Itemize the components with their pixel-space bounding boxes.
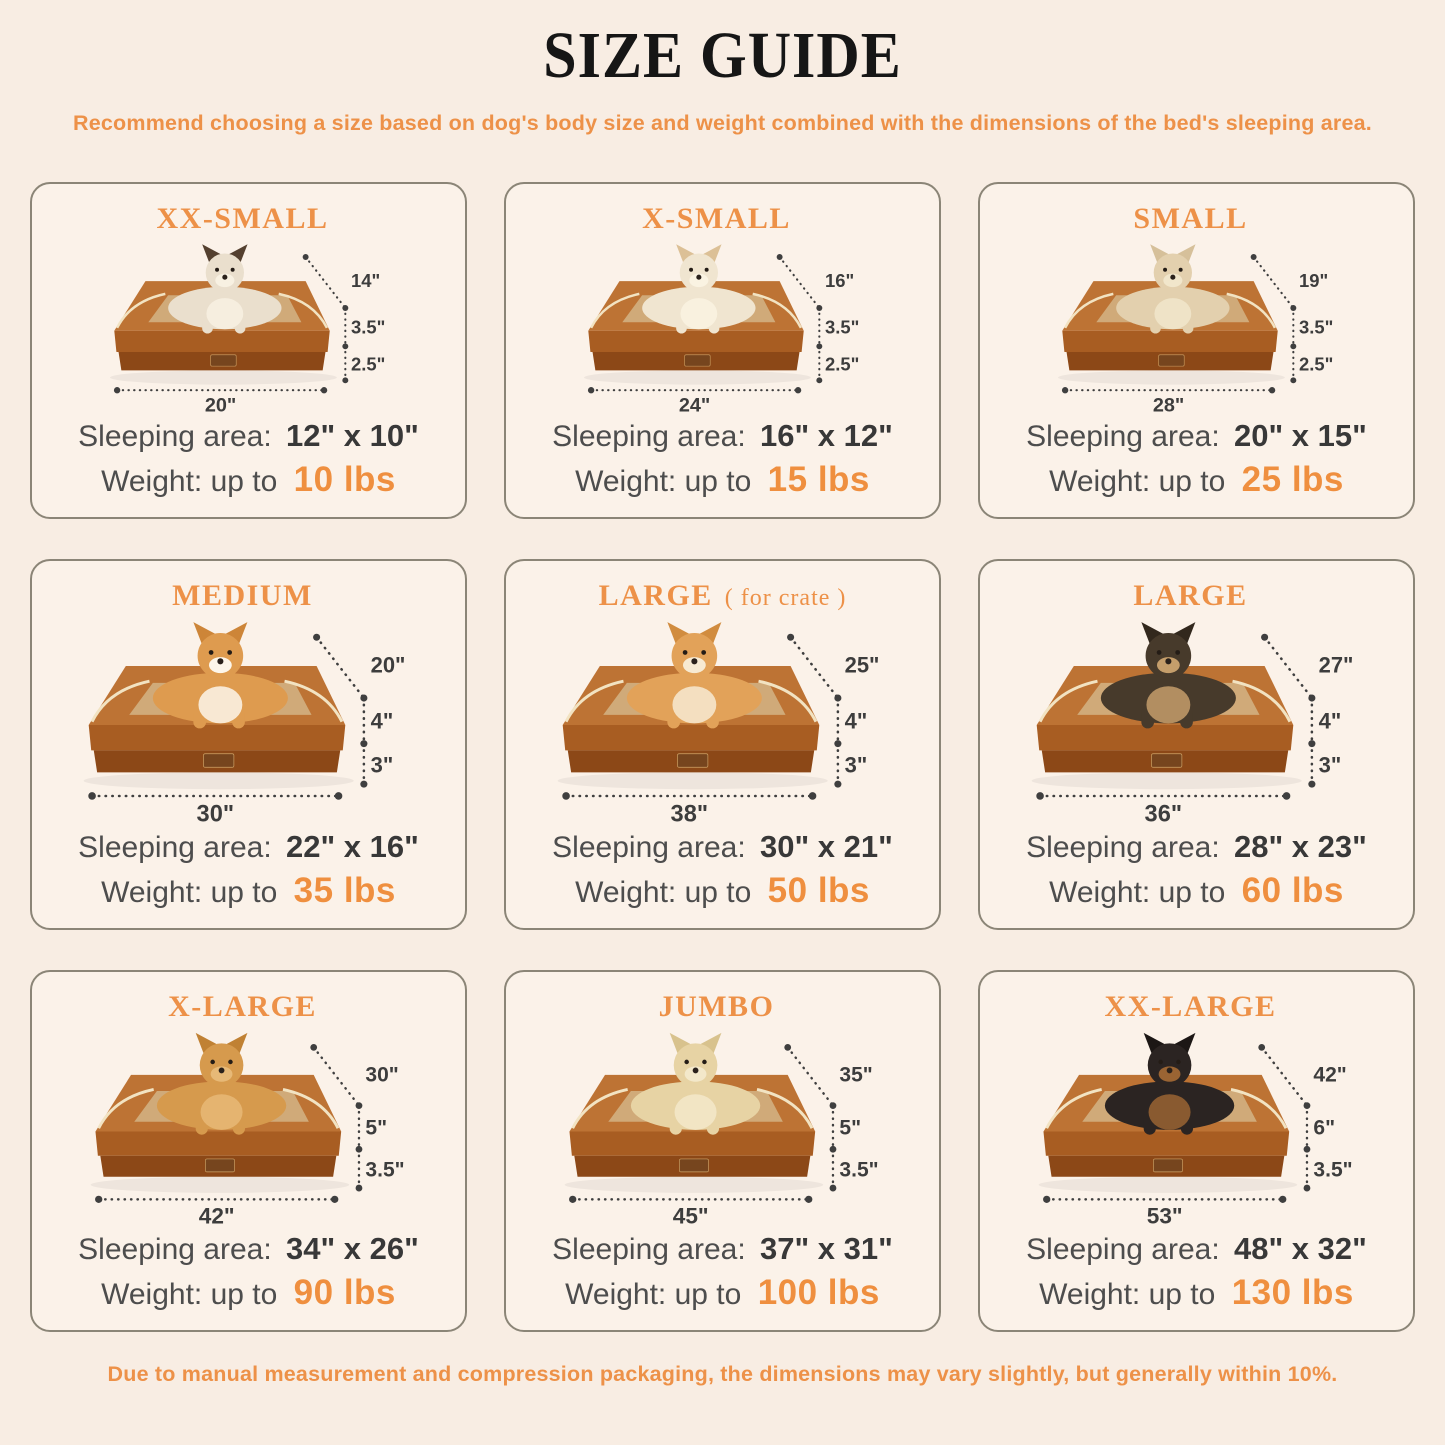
card-size-title: XX-SMALL (156, 202, 329, 235)
bed-figure (516, 238, 929, 416)
pet-eye-left (211, 1060, 216, 1065)
dimension-height-upper-label: 6" (1313, 1116, 1336, 1140)
weight-label: Weight: up to (101, 875, 278, 909)
card-size-title: JUMBO (658, 990, 775, 1023)
size-card-3 (30, 559, 467, 930)
size-card-0 (30, 182, 467, 519)
sleeping-area-label: Sleeping area: (1026, 1232, 1220, 1266)
weight-label: Weight: up to (1049, 464, 1226, 498)
sleeping-area-value: 48" x 32" (1234, 1230, 1367, 1266)
sleeping-area-value: 34" x 26" (286, 1230, 419, 1266)
dimension-height-lower-label: 3.5" (839, 1158, 879, 1182)
pet-nose (219, 1068, 225, 1074)
bed-front-face (589, 330, 804, 351)
bed-front-face (563, 725, 820, 750)
weight-value: 25 lbs (1241, 459, 1344, 499)
dog-bed-illustration (50, 617, 446, 825)
bed-figure (516, 1026, 929, 1229)
dimension-diagonal-label: 16" (825, 269, 855, 291)
pet-eye-left (1157, 650, 1162, 655)
bed-figure (42, 615, 455, 827)
bed-front-face (89, 725, 346, 750)
pet-chest (681, 298, 718, 329)
weight-label: Weight: up to (575, 875, 752, 909)
card-title-row (659, 990, 787, 1024)
dimension-height-upper-label: 5" (365, 1116, 388, 1140)
dimension-width-label: 28" (1153, 394, 1185, 415)
bed-shadow (1039, 1177, 1298, 1193)
pet-eye-right (702, 1060, 707, 1065)
card-title-row (1104, 990, 1288, 1024)
bed-figure (990, 238, 1403, 416)
bed-shadow (584, 370, 811, 384)
card-title-row (1133, 202, 1259, 236)
dimension-height-upper-label: 3.5" (825, 316, 860, 338)
size-card-4 (504, 559, 941, 930)
dimension-diagonal-label: 20" (370, 652, 406, 678)
dog-bed-illustration (524, 1028, 920, 1227)
size-card-6 (30, 970, 467, 1332)
dimension-diagonal-label: 42" (1313, 1063, 1348, 1087)
bed-figure (516, 615, 929, 827)
pet-eye-left (689, 268, 693, 272)
card-size-title: SMALL (1133, 202, 1248, 235)
weight-label: Weight: up to (1049, 875, 1226, 909)
pet-chest (673, 686, 717, 723)
sleeping-area-line (1026, 1229, 1367, 1270)
weight-value: 10 lbs (293, 459, 396, 499)
size-card-5 (978, 559, 1415, 930)
sleeping-area-label: Sleeping area: (78, 1232, 272, 1266)
sleeping-area-label: Sleeping area: (1026, 830, 1220, 864)
bed-figure (990, 615, 1403, 827)
weight-line (565, 1270, 880, 1316)
size-card-7 (504, 970, 941, 1332)
pet-eye-left (683, 650, 688, 655)
sleeping-area-value: 37" x 31" (760, 1230, 893, 1266)
dimension-width-label: 53" (1147, 1203, 1183, 1227)
pet-nose (1171, 274, 1176, 279)
pet-eye-right (1176, 1060, 1181, 1065)
pet-nose (1167, 1068, 1173, 1074)
weight-line (1049, 457, 1344, 503)
dog-bed-illustration (998, 240, 1394, 414)
dimension-diagonal-label: 30" (365, 1063, 400, 1087)
weight-label: Weight: up to (1039, 1277, 1216, 1311)
dimension-height-upper-label: 4" (1318, 708, 1342, 734)
sleeping-area-line (1026, 827, 1367, 868)
dimension-height-upper-label: 5" (839, 1116, 862, 1140)
weight-label: Weight: up to (101, 1277, 278, 1311)
dog-bed-illustration (524, 617, 920, 825)
sleeping-area-value: 16" x 12" (760, 417, 893, 453)
weight-value: 35 lbs (293, 870, 396, 910)
bed-shadow (84, 772, 354, 789)
dimension-height-lower-label: 2.5" (351, 353, 386, 375)
pet-eye-left (685, 1060, 690, 1065)
pet-nose (1166, 658, 1172, 664)
weight-value: 90 lbs (293, 1272, 396, 1312)
pet-eye-right (1176, 650, 1181, 655)
pet-eye-right (231, 268, 235, 272)
card-size-title: XX-LARGE (1104, 990, 1277, 1023)
sleeping-area-label: Sleeping area: (552, 419, 746, 453)
sleeping-area-label: Sleeping area: (552, 1232, 746, 1266)
brand-tag (206, 1159, 235, 1172)
bed-front-face (96, 1131, 342, 1155)
pet-chest (207, 298, 244, 329)
card-size-note: ( for crate ) (724, 585, 847, 611)
weight-label: Weight: up to (565, 1277, 742, 1311)
dog-bed-illustration (524, 240, 920, 414)
pet-eye-right (228, 650, 233, 655)
bed-shadow (91, 1177, 350, 1193)
sleeping-area-line (552, 827, 893, 868)
footer-note: Due to manual measurement and compression packaging, the dimensions may vary slightly, but generally within 10%. (107, 1362, 1338, 1386)
dimension-diagonal-label: 35" (839, 1063, 874, 1087)
pet-eye-right (1179, 268, 1183, 272)
dimension-height-lower-label: 2.5" (1299, 353, 1334, 375)
sleeping-area-value: 12" x 10" (286, 417, 419, 453)
sleeping-area-line (78, 827, 419, 868)
weight-line (575, 868, 870, 914)
dimension-height-lower-label: 3" (1318, 752, 1342, 778)
dimension-height-lower-label: 3.5" (1313, 1158, 1353, 1182)
weight-line (1049, 868, 1344, 914)
dimension-height-upper-label: 4" (844, 708, 868, 734)
pet-eye-left (215, 268, 219, 272)
weight-label: Weight: up to (575, 464, 752, 498)
card-size-title: X-LARGE (168, 990, 317, 1023)
card-size-title: X-SMALL (642, 202, 791, 235)
weight-line (101, 1270, 396, 1316)
size-card-1 (504, 182, 941, 519)
sleeping-area-value: 28" x 23" (1234, 828, 1367, 864)
dimension-width-label: 30" (196, 801, 235, 825)
dimension-height-lower-label: 3" (844, 752, 868, 778)
brand-tag (1154, 1159, 1183, 1172)
card-size-title: MEDIUM (172, 579, 313, 612)
card-size-title: LARGE (1133, 579, 1248, 612)
page-subtitle: Recommend choosing a size based on dog's body size and weight combined with the dimensions of the bed's sleeping area. (73, 111, 1372, 135)
pet-eye-right (705, 268, 709, 272)
dimension-height-upper-label: 3.5" (351, 316, 386, 338)
brand-tag (211, 355, 237, 366)
size-card-8 (978, 970, 1415, 1332)
sleeping-area-line (78, 1229, 419, 1270)
card-title-row (642, 202, 803, 236)
dimension-width-label: 20" (205, 394, 237, 415)
sleeping-area-line (552, 1229, 893, 1270)
sleeping-area-label: Sleeping area: (78, 830, 272, 864)
dimension-width-label: 42" (199, 1203, 235, 1227)
bed-front-face (1063, 330, 1278, 351)
bed-figure (42, 238, 455, 416)
brand-tag (685, 355, 711, 366)
weight-value: 130 lbs (1231, 1272, 1354, 1312)
weight-value: 15 lbs (767, 459, 870, 499)
weight-line (101, 457, 396, 503)
card-title-row (168, 990, 329, 1024)
dog-bed-illustration (50, 240, 446, 414)
weight-line (575, 457, 870, 503)
dog-bed-illustration (50, 1028, 446, 1227)
dimension-diagonal-label: 14" (351, 269, 381, 291)
dimension-width-label: 36" (1144, 801, 1183, 825)
size-grid (0, 182, 1445, 1332)
sleeping-area-label: Sleeping area: (1026, 419, 1220, 453)
sleeping-area-line (1026, 416, 1367, 457)
pet-chest (201, 1094, 243, 1130)
sleeping-area-label: Sleeping area: (552, 830, 746, 864)
pet-nose (218, 658, 224, 664)
bed-shadow (1058, 370, 1285, 384)
dimension-height-lower-label: 3.5" (365, 1158, 405, 1182)
dimension-height-lower-label: 2.5" (825, 353, 860, 375)
pet-eye-left (209, 650, 214, 655)
pet-chest (199, 686, 243, 723)
dimension-width-label: 24" (679, 394, 711, 415)
bed-shadow (110, 370, 337, 384)
pet-nose (223, 274, 228, 279)
bed-shadow (1032, 772, 1302, 789)
dimension-height-lower-label: 3" (370, 752, 394, 778)
dog-bed-illustration (998, 617, 1394, 825)
dimension-width-label: 45" (673, 1203, 709, 1227)
pet-eye-right (702, 650, 707, 655)
bed-figure (990, 1026, 1403, 1229)
sleeping-area-value: 30" x 21" (760, 828, 893, 864)
bed-front-face (1037, 725, 1294, 750)
weight-label: Weight: up to (101, 464, 278, 498)
bed-shadow (565, 1177, 824, 1193)
pet-eye-left (1163, 268, 1167, 272)
card-size-title: LARGE (598, 579, 713, 612)
weight-value: 100 lbs (757, 1272, 880, 1312)
dimension-width-label: 38" (670, 801, 709, 825)
weight-value: 50 lbs (767, 870, 870, 910)
dimension-diagonal-label: 27" (1318, 652, 1354, 678)
bed-front-face (1044, 1131, 1290, 1155)
pet-chest (1155, 298, 1192, 329)
brand-tag (1159, 355, 1185, 366)
sleeping-area-line (552, 416, 893, 457)
bed-shadow (558, 772, 828, 789)
pet-nose (692, 658, 698, 664)
weight-value: 60 lbs (1241, 870, 1344, 910)
brand-tag (678, 754, 708, 768)
sleeping-area-value: 22" x 16" (286, 828, 419, 864)
brand-tag (680, 1159, 709, 1172)
pet-eye-left (1159, 1060, 1164, 1065)
page-title: SIZE GUIDE (543, 18, 902, 92)
weight-line (101, 868, 396, 914)
sleeping-area-value: 20" x 15" (1234, 417, 1367, 453)
dimension-height-upper-label: 3.5" (1299, 316, 1334, 338)
weight-line (1039, 1270, 1354, 1316)
card-title-row (172, 579, 325, 613)
pet-chest (1149, 1094, 1191, 1130)
brand-tag (204, 754, 234, 768)
size-card-2 (978, 182, 1415, 519)
brand-tag (1152, 754, 1182, 768)
pet-eye-right (228, 1060, 233, 1065)
dimension-diagonal-label: 25" (844, 652, 880, 678)
bed-front-face (115, 330, 330, 351)
pet-nose (697, 274, 702, 279)
dimension-height-upper-label: 4" (370, 708, 394, 734)
card-title-row (1133, 579, 1259, 613)
dog-bed-illustration (998, 1028, 1394, 1227)
pet-nose (693, 1068, 699, 1074)
card-title-row (156, 202, 340, 236)
bed-figure (42, 1026, 455, 1229)
bed-front-face (570, 1131, 816, 1155)
sleeping-area-label: Sleeping area: (78, 419, 272, 453)
pet-chest (675, 1094, 717, 1130)
sleeping-area-line (78, 416, 419, 457)
dimension-diagonal-label: 19" (1299, 269, 1329, 291)
card-title-row (599, 579, 847, 613)
pet-chest (1147, 686, 1191, 723)
